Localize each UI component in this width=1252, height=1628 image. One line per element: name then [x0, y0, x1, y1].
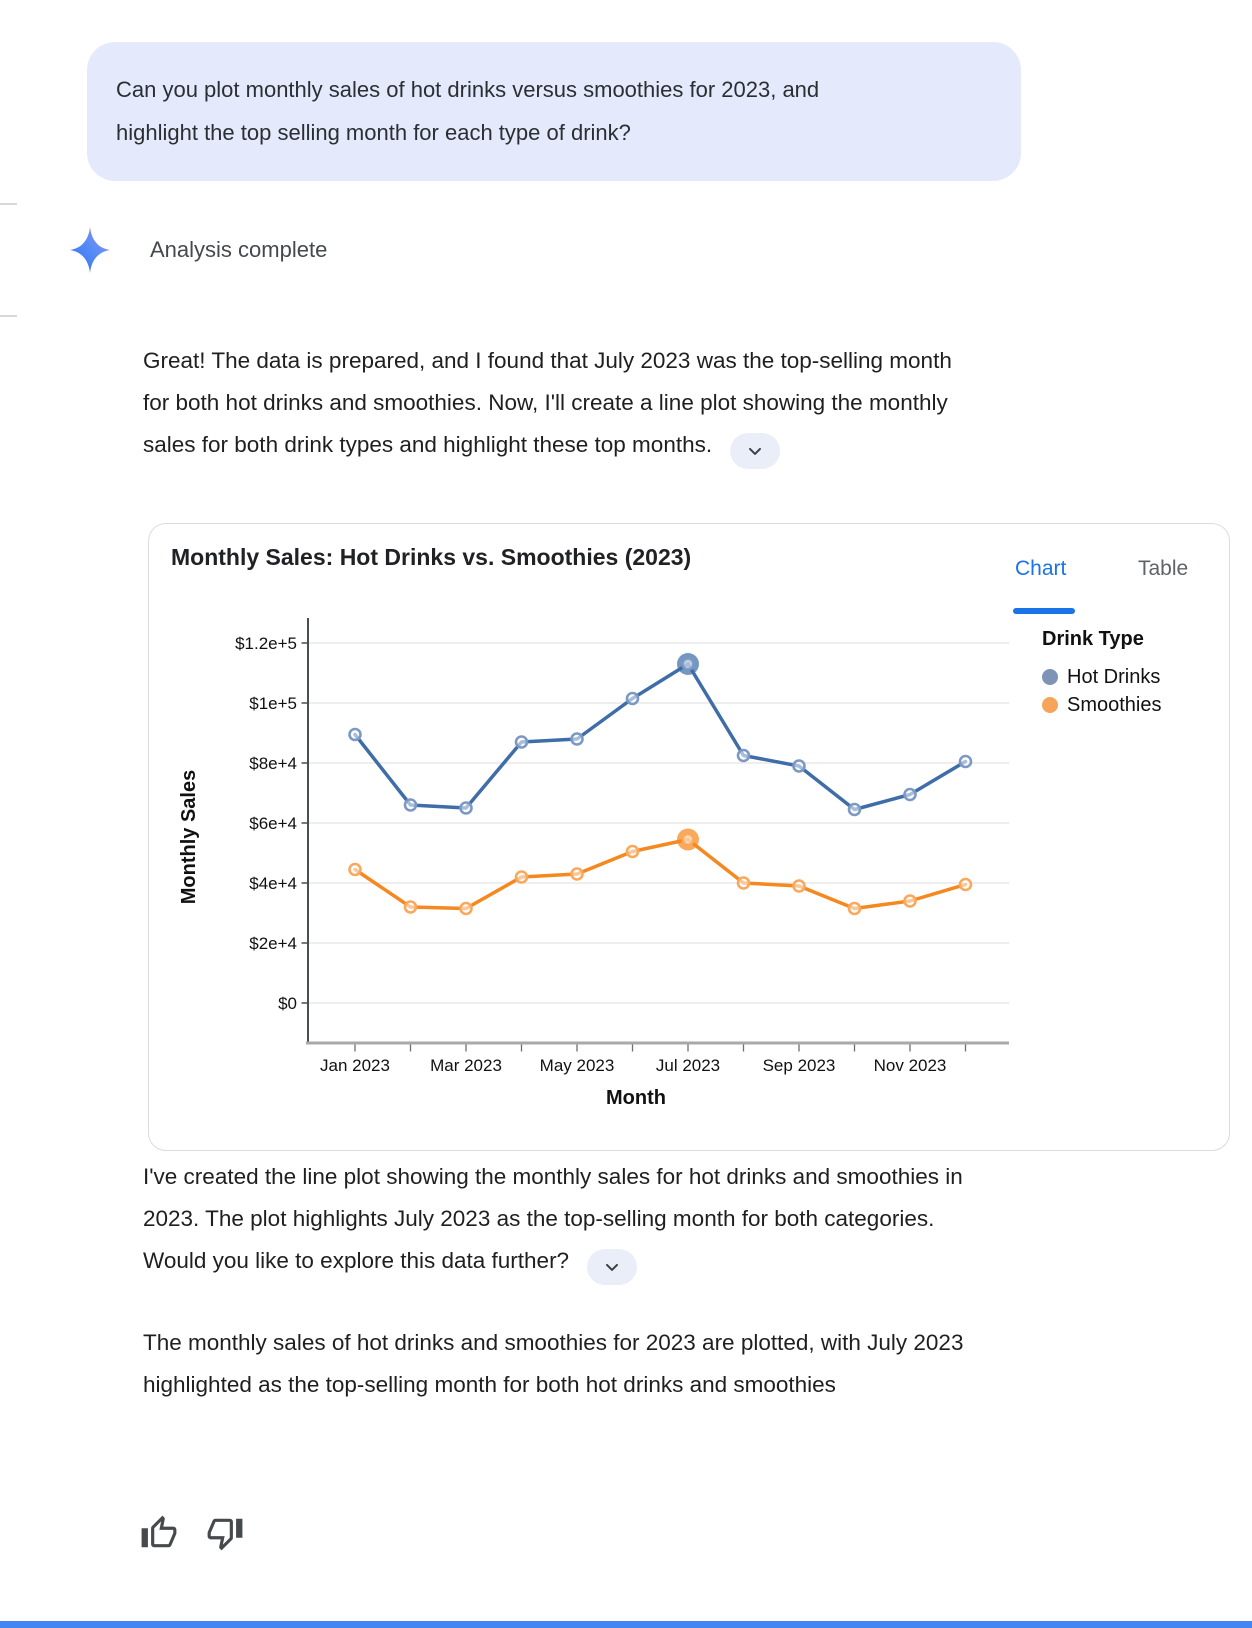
svg-text:Mar 2023: Mar 2023 [430, 1056, 502, 1075]
legend-swatch-smoothies [1042, 697, 1058, 713]
legend-title: Drink Type [1042, 628, 1144, 650]
assistant-summary-line: highlighted as the top-selling month for both hot drinks and smoothies [143, 1372, 836, 1397]
expand-details-button[interactable] [587, 1249, 637, 1285]
chart-title: Monthly Sales: Hot Drinks vs. Smoothies (2023) [171, 544, 692, 570]
assistant-followup-line [143, 1240, 963, 1285]
assistant-intro-paragraph [143, 340, 952, 469]
analysis-status-row [70, 227, 327, 273]
left-edge-tick [0, 315, 17, 317]
legend-item-hot-drinks[interactable] [1042, 663, 1162, 691]
legend-swatch-hot-drinks [1042, 669, 1058, 685]
gemini-sparkle-icon [70, 227, 110, 273]
assistant-followup-paragraph [143, 1156, 963, 1285]
assistant-intro-line: Great! The data is prepared, and I found that July 2023 was the top-selling month [143, 348, 952, 373]
assistant-followup-line: I've created the line plot showing the monthly sales for hot drinks and smoothies in [143, 1164, 963, 1189]
analysis-status-label: Analysis complete [150, 237, 328, 262]
user-message-line: Can you plot monthly sales of hot drinks versus smoothies for 2023, and [116, 77, 820, 102]
svg-text:$6e+4: $6e+4 [249, 814, 297, 833]
bottom-accent-bar [0, 1621, 1252, 1628]
svg-text:$2e+4: $2e+4 [249, 934, 297, 953]
legend-label: Smoothies [1067, 693, 1162, 716]
sales-line-chart[interactable] [149, 524, 1231, 1152]
chevron-down-icon [745, 441, 765, 461]
svg-text:Monthly Sales: Monthly Sales [178, 769, 200, 905]
svg-text:$8e+4: $8e+4 [249, 754, 297, 773]
assistant-summary-line: The monthly sales of hot drinks and smoothies for 2023 are plotted, with July 2023 [143, 1330, 964, 1355]
user-message-bubble [87, 42, 1021, 181]
svg-text:Jul 2023: Jul 2023 [655, 1056, 721, 1075]
assistant-followup-line-text: Would you like to explore this data further? [143, 1248, 570, 1273]
chart-legend [1042, 628, 1162, 719]
svg-text:May 2023: May 2023 [539, 1056, 615, 1075]
tab-chart[interactable]: Chart [1015, 557, 1067, 580]
thumb-up-button[interactable] [140, 1514, 178, 1552]
svg-text:$4e+4: $4e+4 [249, 874, 297, 893]
assistant-intro-line [143, 424, 952, 469]
svg-text:$1e+5: $1e+5 [249, 694, 297, 713]
svg-text:Sep 2023: Sep 2023 [762, 1056, 836, 1075]
tab-table[interactable]: Table [1138, 557, 1189, 580]
svg-text:Jan 2023: Jan 2023 [320, 1056, 390, 1075]
chevron-down-icon [602, 1257, 622, 1277]
thumb-down-button[interactable] [206, 1514, 244, 1552]
chart-card [148, 523, 1230, 1151]
feedback-row [140, 1514, 244, 1552]
left-edge-tick [0, 203, 17, 205]
svg-text:Month: Month [606, 1087, 666, 1109]
svg-text:$0: $0 [278, 994, 297, 1013]
legend-item-smoothies[interactable] [1042, 691, 1162, 719]
assistant-intro-line: for both hot drinks and smoothies. Now, I'll create a line plot showing the monthly [143, 390, 948, 415]
expand-details-button[interactable] [730, 433, 780, 469]
legend-label: Hot Drinks [1067, 665, 1161, 688]
thumb-up-icon [140, 1514, 178, 1552]
assistant-summary-paragraph [143, 1322, 963, 1406]
user-message-line: highlight the top selling month for each type of drink? [116, 120, 631, 145]
svg-text:$1.2e+5: $1.2e+5 [235, 634, 297, 653]
assistant-intro-line-text: sales for both drink types and highlight these top months. [143, 432, 713, 457]
svg-text:Nov 2023: Nov 2023 [873, 1056, 947, 1075]
thumb-down-icon [206, 1514, 244, 1552]
assistant-followup-line: 2023. The plot highlights July 2023 as the top-selling month for both categories. [143, 1206, 935, 1231]
